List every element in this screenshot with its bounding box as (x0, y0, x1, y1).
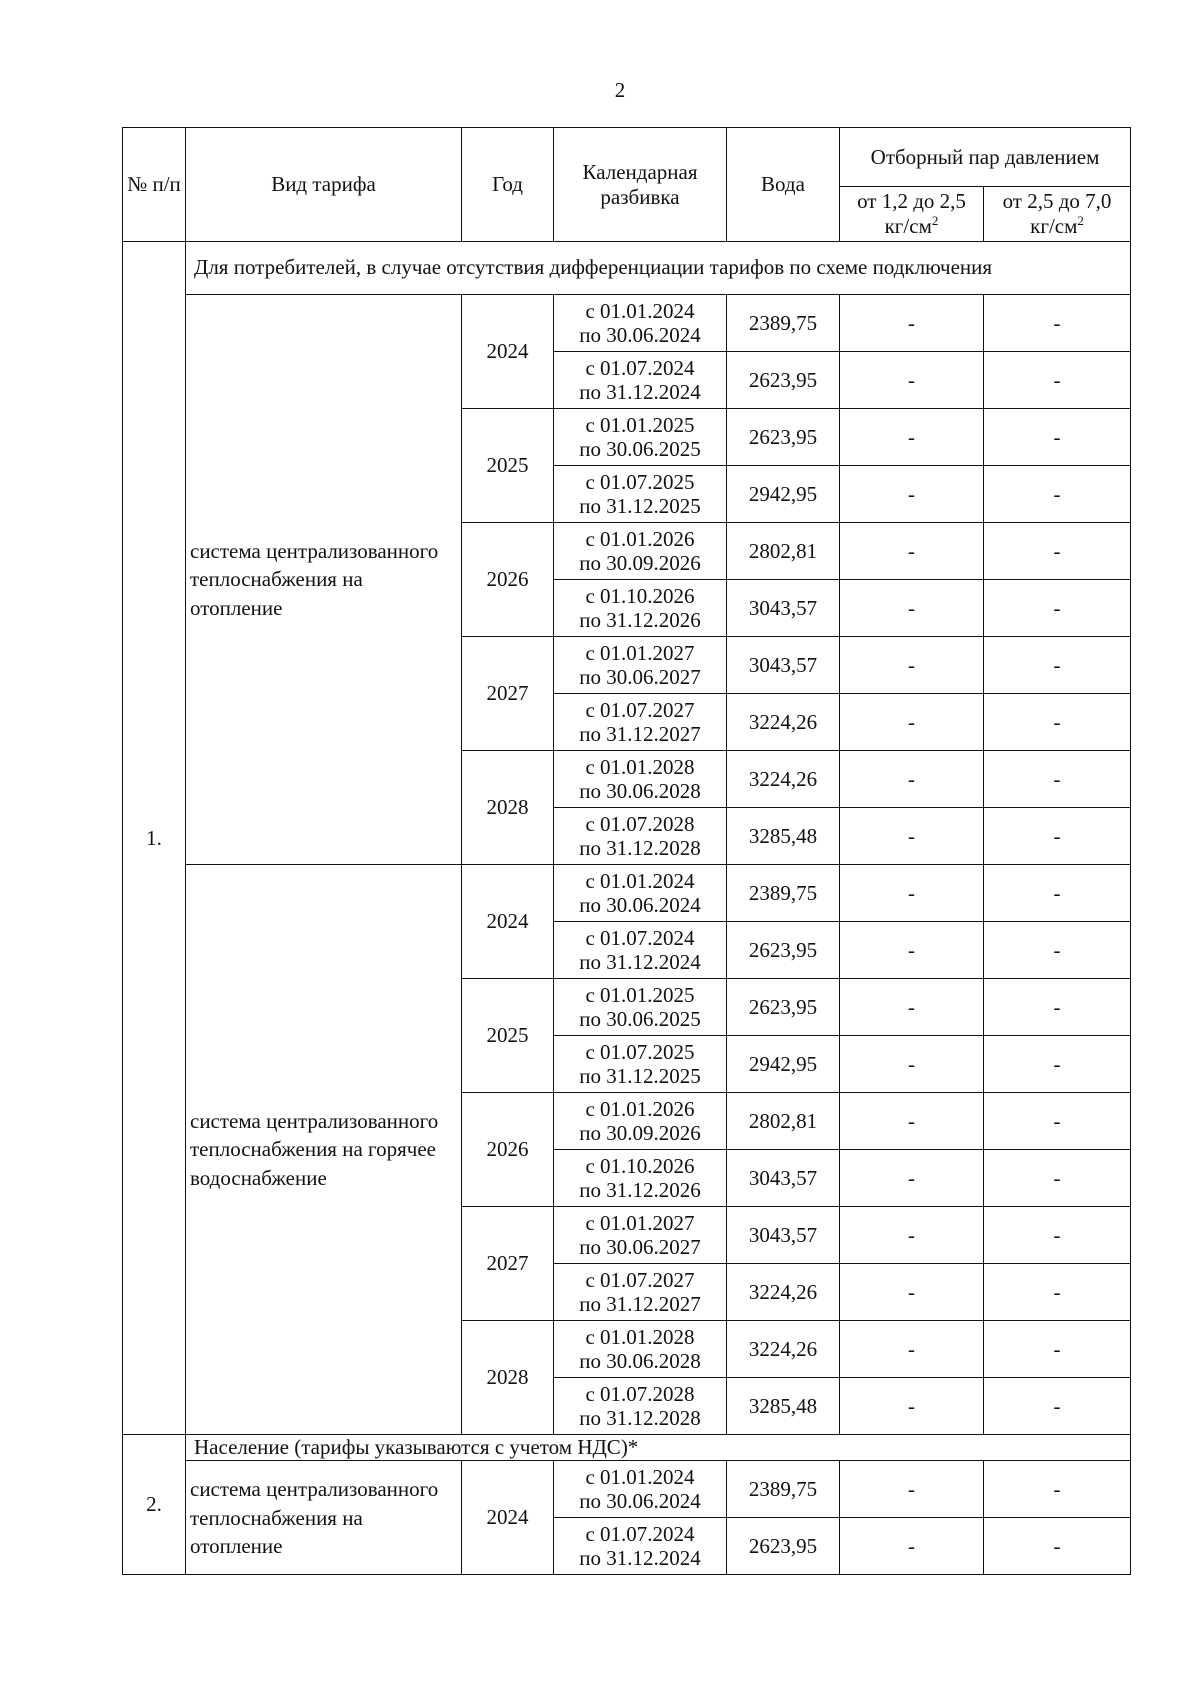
steam-high-cell: - (984, 1093, 1131, 1150)
period-from: с 01.01.2027 (585, 1210, 695, 1235)
period-to: по 30.09.2026 (579, 551, 701, 575)
period-from: с 01.01.2028 (585, 754, 695, 779)
period-to: по 31.12.2024 (579, 380, 701, 404)
section-title-row (123, 1435, 1131, 1461)
year-cell: 2025 (462, 979, 554, 1093)
period-to: по 30.06.2024 (579, 323, 701, 347)
steam-low-cell: - (840, 1321, 984, 1378)
header-steam-low: от 1,2 до 2,5 $кг/см^2$ (840, 187, 984, 242)
steam-high-cell: - (984, 1264, 1131, 1321)
period-cell (554, 352, 727, 409)
period-cell (554, 1461, 727, 1518)
period-from: с 01.07.2027 (585, 1267, 695, 1292)
table-row (123, 295, 1131, 352)
year-cell: 2027 (462, 1207, 554, 1321)
period-cell (554, 1518, 727, 1575)
period-from: с 01.10.2026 (585, 1153, 695, 1178)
period-cell (554, 865, 727, 922)
steam-low-cell: - (840, 466, 984, 523)
water-cell: 2623,95 (727, 979, 840, 1036)
water-cell: 3043,57 (727, 637, 840, 694)
water-cell: 2623,95 (727, 1518, 840, 1575)
water-cell: 2389,75 (727, 295, 840, 352)
steam-low-cell: - (840, 694, 984, 751)
period-from: с 01.07.2028 (585, 811, 695, 836)
period-from: с 01.10.2026 (585, 583, 695, 608)
water-cell: 2389,75 (727, 865, 840, 922)
period-cell (554, 1321, 727, 1378)
header-steam-high: от 2,5 до 7,0 $кг/см^2$ (984, 187, 1131, 242)
steam-low-cell: - (840, 1461, 984, 1518)
water-cell: 2623,95 (727, 409, 840, 466)
steam-high-cell: - (984, 352, 1131, 409)
water-cell: 3043,57 (727, 580, 840, 637)
header-steam: Отборный пар давлением (840, 128, 1131, 187)
steam-low-cell: - (840, 523, 984, 580)
steam-low-cell: - (840, 1378, 984, 1435)
year-cell: 2024 (462, 865, 554, 979)
water-cell: 3224,26 (727, 751, 840, 808)
steam-high-cell: - (984, 1036, 1131, 1093)
period-to: по 30.06.2025 (579, 1007, 701, 1031)
section-title-row (123, 242, 1131, 295)
tariff-kind: система централизованного теплоснабжения на отопление (186, 1461, 462, 1575)
steam-high-cell: - (984, 1518, 1131, 1575)
period-cell (554, 523, 727, 580)
steam-high-cell: - (984, 922, 1131, 979)
period-to: по 31.12.2028 (579, 1406, 701, 1430)
tariff-kind: система централизованного теплоснабжения на отопление (186, 295, 462, 865)
steam-low-cell: - (840, 637, 984, 694)
period-from: с 01.07.2024 (585, 1522, 695, 1547)
period-to: по 31.12.2025 (579, 1064, 701, 1088)
period-from: с 01.07.2024 (585, 925, 695, 950)
water-cell: 2942,95 (727, 466, 840, 523)
period-cell (554, 1207, 727, 1264)
period-cell (554, 1093, 727, 1150)
steam-high-cell: - (984, 751, 1131, 808)
period-cell (554, 466, 727, 523)
year-cell: 2026 (462, 1093, 554, 1207)
steam-low-cell: - (840, 865, 984, 922)
steam-high-cell: - (984, 1207, 1131, 1264)
year-cell: 2028 (462, 1321, 554, 1435)
year-cell: 2027 (462, 637, 554, 751)
period-cell (554, 979, 727, 1036)
steam-high-cell: - (984, 808, 1131, 865)
period-cell (554, 637, 727, 694)
header-num: № п/п (123, 128, 186, 242)
table-row (123, 1461, 1131, 1518)
steam-high-cell: - (984, 523, 1131, 580)
steam-low-cell: - (840, 409, 984, 466)
header-kind: Вид тарифа (186, 128, 462, 242)
steam-high-cell: - (984, 580, 1131, 637)
section-number: 1. (123, 242, 186, 1435)
period-to: по 31.12.2024 (579, 1546, 701, 1571)
period-to: по 30.06.2027 (579, 665, 701, 689)
period-cell (554, 580, 727, 637)
steam-low-cell: - (840, 1264, 984, 1321)
period-from: с 01.01.2027 (585, 640, 695, 665)
year-cell: 2028 (462, 751, 554, 865)
year-cell: 2024 (462, 1461, 554, 1575)
steam-low-cell: - (840, 1150, 984, 1207)
period-cell (554, 922, 727, 979)
steam-high-cell: - (984, 1150, 1131, 1207)
period-cell (554, 751, 727, 808)
period-from: с 01.01.2024 (585, 868, 695, 893)
water-cell: 3043,57 (727, 1150, 840, 1207)
steam-high-cell: - (984, 1321, 1131, 1378)
header-period: Календарная разбивка (554, 128, 727, 242)
steam-low-cell: - (840, 1036, 984, 1093)
water-cell: 3285,48 (727, 1378, 840, 1435)
steam-high-cell: - (984, 466, 1131, 523)
water-cell: 2802,81 (727, 1093, 840, 1150)
period-to: по 31.12.2024 (579, 950, 701, 974)
period-cell (554, 1150, 727, 1207)
period-from: с 01.07.2028 (585, 1381, 695, 1406)
steam-low-cell: - (840, 808, 984, 865)
period-cell (554, 694, 727, 751)
steam-low-cell: - (840, 1093, 984, 1150)
tariff-kind: система централизованного теплоснабжения на горячее водоснабжение (186, 865, 462, 1435)
period-to: по 30.06.2025 (579, 437, 701, 461)
steam-low-cell: - (840, 922, 984, 979)
period-from: с 01.07.2024 (585, 355, 695, 380)
period-to: по 30.06.2028 (579, 1349, 701, 1373)
period-from: с 01.01.2024 (585, 298, 695, 323)
water-cell: 3285,48 (727, 808, 840, 865)
period-from: с 01.01.2025 (585, 412, 695, 437)
section-title: Для потребителей, в случае отсутствия дифференциации тарифов по схеме подключения (186, 242, 1131, 295)
period-to: по 30.09.2026 (579, 1121, 701, 1145)
steam-low-cell: - (840, 1207, 984, 1264)
steam-high-cell: - (984, 1378, 1131, 1435)
steam-low-cell: - (840, 295, 984, 352)
period-to: по 30.06.2027 (579, 1235, 701, 1259)
steam-high-cell: - (984, 865, 1131, 922)
water-cell: 3224,26 (727, 694, 840, 751)
period-cell (554, 409, 727, 466)
water-cell: 2942,95 (727, 1036, 840, 1093)
period-cell (554, 1036, 727, 1093)
period-to: по 31.12.2026 (579, 1178, 701, 1202)
table-row (123, 865, 1131, 922)
period-from: с 01.01.2026 (585, 526, 695, 551)
page-number: 2 (614, 78, 626, 102)
period-from: с 01.07.2025 (585, 469, 695, 494)
period-cell (554, 1378, 727, 1435)
year-cell: 2026 (462, 523, 554, 637)
period-from: с 01.07.2025 (585, 1039, 695, 1064)
header-row (123, 128, 1131, 187)
period-cell (554, 808, 727, 865)
water-cell: 3224,26 (727, 1264, 840, 1321)
period-to: по 31.12.2028 (579, 836, 701, 860)
period-cell (554, 295, 727, 352)
steam-low-cell: - (840, 580, 984, 637)
period-to: по 31.12.2025 (579, 494, 701, 518)
steam-high-cell: - (984, 694, 1131, 751)
period-from: с 01.01.2025 (585, 982, 695, 1007)
period-from: с 01.01.2028 (585, 1324, 695, 1349)
tariff-table (122, 127, 1131, 1575)
section-title: Население (тарифы указываются с учетом НДС)* (186, 1435, 1131, 1461)
section-number: 2. (123, 1435, 186, 1575)
period-from: с 01.07.2027 (585, 697, 695, 722)
water-cell: 2623,95 (727, 352, 840, 409)
steam-high-cell: - (984, 979, 1131, 1036)
steam-low-cell: - (840, 352, 984, 409)
period-from: с 01.01.2024 (585, 1465, 695, 1490)
period-cell (554, 1264, 727, 1321)
steam-high-cell: - (984, 637, 1131, 694)
period-to: по 31.12.2026 (579, 608, 701, 632)
period-to: по 31.12.2027 (579, 722, 701, 746)
period-from: с 01.01.2026 (585, 1096, 695, 1121)
water-cell: 3224,26 (727, 1321, 840, 1378)
steam-low-cell: - (840, 1518, 984, 1575)
year-cell: 2025 (462, 409, 554, 523)
water-cell: 2802,81 (727, 523, 840, 580)
header-water: Вода (727, 128, 840, 242)
steam-high-cell: - (984, 1461, 1131, 1518)
steam-low-cell: - (840, 979, 984, 1036)
period-to: по 31.12.2027 (579, 1292, 701, 1316)
water-cell: 2623,95 (727, 922, 840, 979)
steam-high-cell: - (984, 295, 1131, 352)
header-year: Год (462, 128, 554, 242)
water-cell: 3043,57 (727, 1207, 840, 1264)
period-to: по 30.06.2024 (579, 893, 701, 917)
year-cell: 2024 (462, 295, 554, 409)
period-to: по 30.06.2028 (579, 779, 701, 803)
water-cell: 2389,75 (727, 1461, 840, 1518)
steam-low-cell: - (840, 751, 984, 808)
period-to: по 30.06.2024 (579, 1489, 701, 1514)
steam-high-cell: - (984, 409, 1131, 466)
table-body (123, 128, 1131, 1575)
